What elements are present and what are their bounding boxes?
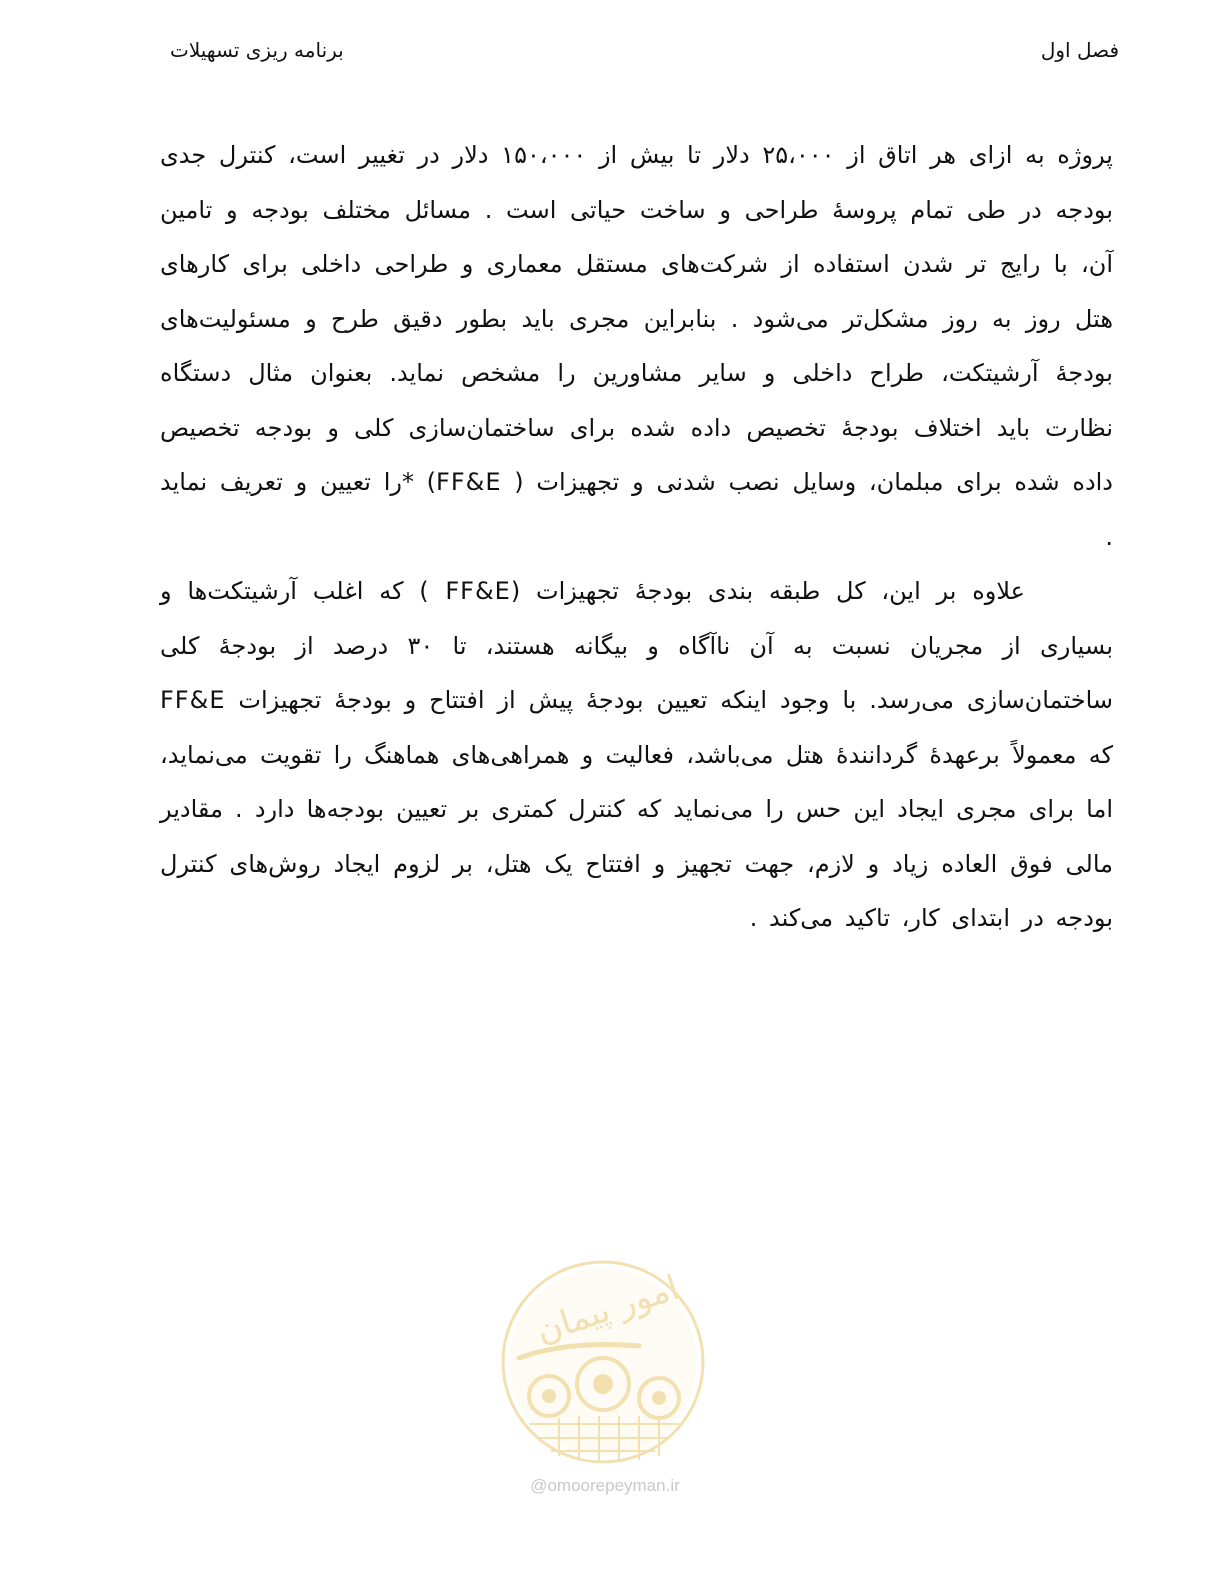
- body-text: [160, 128, 1113, 946]
- chapter-title: فصل اول: [1040, 38, 1119, 62]
- running-header: [160, 38, 1119, 78]
- watermark-logo-text: امور پیمان: [531, 1267, 684, 1352]
- watermark-logo: [499, 1258, 707, 1466]
- paragraph: پروژه به ازای هر اتاق از ۲۵،۰۰۰ دلار تا بیش از ۱۵۰،۰۰۰ دلار در تغییر است، کنترل جدی بودجه در طی تمام پروسهٔ طراحی و ساخت حیاتی است . مسائل مختلف بودجه و تامین آن، با رایج تر شدن استفاده از شرکت‌های مستقل معماری و طراحی داخلی برای کارهای هتل روز به روز مشکل‌تر می‌شود . بنابراین مجری باید بطور دقیق طرح و مسئولیت‌های بودجهٔ آرشیتکت، طراح داخلی و سایر مشاورین را مشخص نماید. بعنوان مثال دستگاه نظارت باید اختلاف بودجهٔ تخصیص داده شده برای ساختمان‌سازی کلی و بودجه تخصیص داده شده برای مبلمان، وسایل نصب شدنی و تجهیزات ( FF&E) *را تعیین و تعریف نماید .: [160, 141, 1113, 551]
- watermark-caption: @omoorepeyman.ir: [530, 1476, 680, 1495]
- book-title: برنامه ریزی تسهیلات: [170, 38, 344, 62]
- paragraph: علاوه بر این، کل طبقه بندی بودجهٔ تجهیزات (FF&E ) که اغلب آرشیتکت‌ها و بسیاری از مجریان نسبت به آن ناآگاه و بیگانه هستند، تا ۳۰ درصد از بودجهٔ کلی ساختمان‌سازی می‌رسد. با وجود اینکه تعیین بودجهٔ پیش از افتتاح و بودجهٔ تجهیزات FF&E که معمولاً برعهدهٔ گردانندهٔ هتل می‌باشد، فعالیت و همراهی‌های هماهنگ را تقویت می‌نماید، اما برای مجری ایجاد این حس را می‌نماید که کنترل کمتری بر تعیین بودجه‌ها دارد . مقادیر مالی فوق العاده زیاد و لازم، جهت تجهیز و افتتاح یک هتل، بر لزوم ایجاد روش‌های کنترل بودجه در ابتدای کار، تاکید می‌کند .: [160, 577, 1114, 932]
